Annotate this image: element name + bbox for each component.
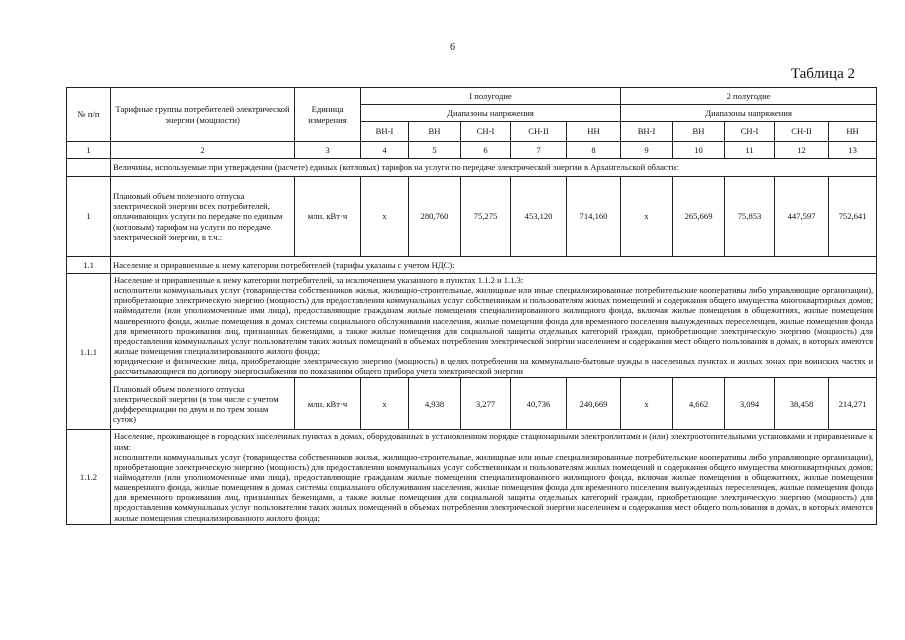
page-number: 6 xyxy=(450,42,455,53)
row-number: 1.1.2 xyxy=(67,430,111,524)
column-number: 11 xyxy=(725,142,775,159)
row-unit: млн. кВт·ч xyxy=(295,378,361,430)
header-col-group: Тарифные группы потребителей электрической энергии (мощности) xyxy=(111,88,295,142)
value-cell: 4,938 xyxy=(409,378,461,430)
level-header: СН-I xyxy=(461,122,511,142)
column-number: 5 xyxy=(409,142,461,159)
category-description xyxy=(111,274,877,378)
value-cell: 265,669 xyxy=(673,177,725,257)
level-header: НН xyxy=(567,122,621,142)
column-number: 3 xyxy=(295,142,361,159)
row-description: Плановый объем полезного отпуска электрической энергии (в том числе с учетом дифференциации по двум и по трем зонам суток) xyxy=(111,378,295,430)
level-header: ВН-I xyxy=(361,122,409,142)
value-cell: 38,458 xyxy=(775,378,829,430)
value-cell: 214,271 xyxy=(829,378,877,430)
level-header: СН-II xyxy=(775,122,829,142)
value-cell: 4,662 xyxy=(673,378,725,430)
level-header: СН-I xyxy=(725,122,775,142)
level-header: СН-II xyxy=(511,122,567,142)
row-number: 1.1 xyxy=(67,257,111,274)
value-cell: х xyxy=(361,378,409,430)
value-cell: 75,853 xyxy=(725,177,775,257)
description-line: исполнители коммунальных услуг (товарищества собственников жилья, жилищно-строительные, жилищные или иные специализированные потребительские кооперативы либо управляющие организации), приобретающие электрическую энергию (мощность) для предоставления коммунальных услуг собственникам и пользователям жилых помещений и содержания общего имущества многоквартирных домов; наймодатели (или уполномоченные ими лица), предоставляющие гражданам жилые помещения специализированного жилищного фонда, включая жилые помещения в общежитиях, жилые помещения маневренного фонда, жилые помещения в домах системы социального обслуживания населения, жилые помещения фонда для временного поселения вынужденных переселенцев, жилые помещения фонда для временного проживания лиц, признанных беженцами, а также жилые помещения для социальной защиты отдельных категорий граждан, приобретающие электрическую энергию (мощность) для предоставления коммунальных услуг пользователям таких жилых помещений в объемах потребления электрической энергии населением и содержания мест общего пользования в домах, в которых имеются жилые помещения специализированного жилого фонда; xyxy=(114,451,874,523)
column-number: 6 xyxy=(461,142,511,159)
header-half-1: I полугодие xyxy=(361,88,621,105)
value-cell: 40,736 xyxy=(511,378,567,430)
value-cell: 3,094 xyxy=(725,378,775,430)
level-header: ВН xyxy=(673,122,725,142)
value-cell: 752,641 xyxy=(829,177,877,257)
description-line: юридические и физические лица, приобретающие электрическую энергию (мощность) в целях потребления на коммунально-бытовые нужды в населенных пунктах и жилых зонах при воинских частях и рассчитывающиеся по договору энергоснабжения по показаниям общего прибора учета электрической энергии xyxy=(114,356,874,377)
column-number: 7 xyxy=(511,142,567,159)
column-number: 9 xyxy=(621,142,673,159)
column-number: 13 xyxy=(829,142,877,159)
value-cell: 714,160 xyxy=(567,177,621,257)
tariff-table xyxy=(66,87,877,525)
description-line: Население, проживающее в городских населенных пунктах в домах, оборудованных в установленном порядке стационарными электроплитами и (или) электроотопительными установками и приравненные к ним: xyxy=(114,431,874,452)
category-description xyxy=(111,430,877,524)
header-col-num: № п/п xyxy=(67,88,111,142)
value-cell: 453,120 xyxy=(511,177,567,257)
row-number: 1 xyxy=(67,177,111,257)
value-cell: 447,597 xyxy=(775,177,829,257)
column-number: 12 xyxy=(775,142,829,159)
level-header: НН xyxy=(829,122,877,142)
column-number: 8 xyxy=(567,142,621,159)
description-line: исполнители коммунальных услуг (товарищества собственников жилья, жилищно-строительные, жилищные или иные специализированные потребительские кооперативы либо управляющие организации), приобретающие электрическую энергию (мощность) для предоставления коммунальных услуг собственникам и пользователям жилых помещений и содержания общего имущества многоквартирных домов; наймодатели (или уполномоченные ими лица), предоставляющие гражданам жилые помещения специализированного жилищного фонда, включая жилые помещения в общежитиях, жилые помещения маневренного фонда, жилые помещения в домах системы социального обслуживания населения, жилые помещения фонда для временного поселения вынужденных переселенцев, жилые помещения фонда для временного проживания лиц, признанных беженцами, а также жилые помещения для социальной защиты отдельных категорий граждан, приобретающие электрическую энергию (мощность) для предоставления коммунальных услуг пользователям таких жилых помещений в объемах потребления электрической энергии населением и содержания мест общего пользования в домах, в которых имеются жилые помещения специализированного жилого фонда; xyxy=(114,285,874,356)
header-half-2: 2 полугодие xyxy=(621,88,877,105)
section-title: Величины, используемые при утверждении (расчете) единых (котловых) тарифов на услуги по передаче электрической энергии в Архангельской области: xyxy=(111,159,877,177)
value-cell: х xyxy=(621,378,673,430)
value-cell: 240,669 xyxy=(567,378,621,430)
header-ranges-1: Диапазоны напряжения xyxy=(361,105,621,122)
row-unit: млн. кВт·ч xyxy=(295,177,361,257)
value-cell: 3,277 xyxy=(461,378,511,430)
level-header: ВН-I xyxy=(621,122,673,142)
column-number: 1 xyxy=(67,142,111,159)
value-cell: 280,760 xyxy=(409,177,461,257)
value-cell: 75,275 xyxy=(461,177,511,257)
column-number: 4 xyxy=(361,142,409,159)
row-description: Плановый объем полезного отпуска электрической энергии всех потребителей, оплачивающих услуги по передаче по единым (котловым) тарифам на услуги по передаче электрической энергии, в т.ч.: xyxy=(111,177,295,257)
value-cell: х xyxy=(361,177,409,257)
category-title: Население и приравненные к нему категории потребителей (тарифы указаны с учетом НДС): xyxy=(111,257,877,274)
header-col-unit: Единица измерения xyxy=(295,88,361,142)
table-title: Таблица 2 xyxy=(790,66,855,82)
column-number: 2 xyxy=(111,142,295,159)
column-number: 10 xyxy=(673,142,725,159)
level-header: ВН xyxy=(409,122,461,142)
value-cell: х xyxy=(621,177,673,257)
row-number: 1.1.1 xyxy=(67,274,111,430)
header-ranges-2: Диапазоны напряжения xyxy=(621,105,877,122)
description-line: Население и приравненные к нему категории потребителей, за исключением указанного в пунктах 1.1.2 и 1.1.3: xyxy=(114,275,524,285)
